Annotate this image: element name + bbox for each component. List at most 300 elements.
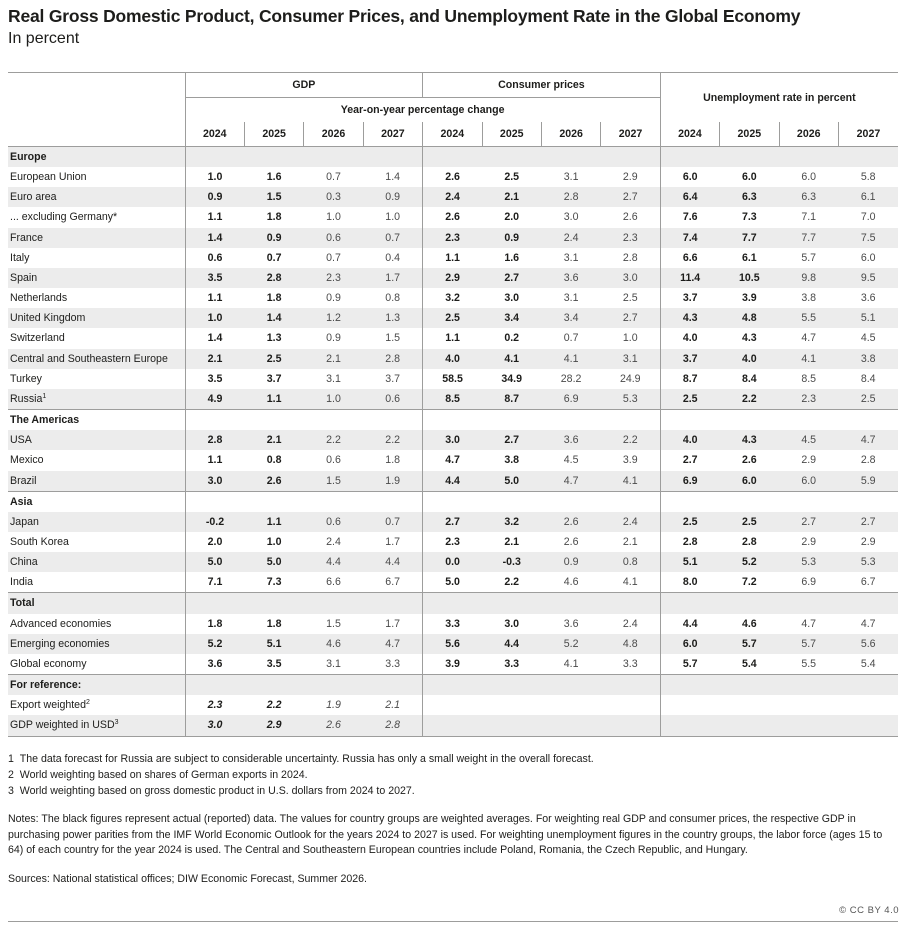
- empty-cell: [244, 147, 303, 168]
- table-row: [8, 552, 898, 572]
- cp-value-cell: -0.3: [482, 552, 541, 572]
- empty-cell: [720, 593, 779, 614]
- cp-value-cell: [482, 715, 541, 736]
- gdp-value-cell: 1.5: [304, 471, 363, 492]
- un-value-cell: 7.7: [779, 228, 838, 248]
- gdp-value-cell: 3.5: [185, 268, 244, 288]
- empty-cell: [720, 410, 779, 431]
- un-value-cell: 2.7: [779, 512, 838, 532]
- un-value-cell: 2.3: [779, 389, 838, 410]
- forecast-table-container: [8, 72, 898, 737]
- cp-value-cell: 2.9: [622, 171, 638, 184]
- empty-cell: [779, 410, 838, 431]
- un-value-cell: 5.4: [741, 657, 757, 670]
- table-row: [8, 450, 898, 470]
- table-row: [8, 430, 898, 450]
- un-value-cell: 2.5: [720, 512, 779, 532]
- un-value-cell: 6.0: [720, 471, 779, 492]
- un-value-cell: 7.1: [801, 211, 817, 224]
- year-header: 2026: [779, 122, 838, 147]
- gdp-value-cell: 0.9: [326, 292, 341, 305]
- row-label: ... excluding Germany*: [10, 211, 118, 224]
- gdp-value-cell: 1.1: [185, 207, 244, 227]
- empty-cell: [363, 675, 422, 696]
- row-label: Netherlands: [10, 292, 68, 305]
- un-value-cell: 7.0: [860, 211, 876, 224]
- empty-cell: [482, 491, 541, 512]
- un-value-cell: [720, 695, 779, 715]
- un-value-cell: 6.9: [660, 471, 719, 492]
- cp-value-cell: 3.2: [482, 512, 541, 532]
- year-header: 2024: [423, 122, 482, 147]
- empty-cell: [660, 410, 719, 431]
- empty-cell: [304, 675, 363, 696]
- cp-value-cell: [423, 695, 482, 715]
- row-label: Emerging economies: [8, 634, 185, 654]
- un-value-cell: 8.0: [660, 572, 719, 593]
- empty-cell: [423, 147, 482, 168]
- gdp-value-cell: 1.9: [326, 699, 341, 712]
- gdp-value-cell: 1.8: [385, 454, 401, 467]
- gdp-value-cell: 2.8: [363, 715, 422, 736]
- gdp-value-cell: 4.9: [185, 389, 244, 410]
- gdp-value-cell: 6.6: [326, 576, 341, 589]
- cp-value-cell: [601, 715, 660, 736]
- un-value-cell: 2.6: [741, 454, 757, 467]
- un-value-cell: 6.0: [801, 171, 817, 184]
- gdp-value-cell: 3.7: [385, 372, 401, 385]
- cp-value-cell: [541, 715, 600, 736]
- cp-value-cell: 4.5: [563, 454, 579, 467]
- un-value-cell: 2.9: [801, 454, 817, 467]
- cp-value-cell: [482, 695, 541, 715]
- table-header: [8, 73, 898, 147]
- row-label: Central and Southeastern Europe: [8, 349, 185, 369]
- cp-value-cell: [601, 695, 660, 715]
- year-header: 2025: [720, 122, 779, 147]
- cp-value-cell: 0.2: [504, 332, 520, 345]
- gdp-value-cell: 0.7: [363, 228, 422, 248]
- cp-value-cell: 2.5: [423, 308, 482, 328]
- table-row: [8, 715, 898, 736]
- section-title: The Americas: [8, 410, 185, 431]
- gdp-value-cell: 3.7: [266, 372, 282, 385]
- table-row: [8, 268, 898, 288]
- gdp-value-cell: 0.9: [363, 187, 422, 207]
- footnote-3: 3 World weighting based on gross domestic product in U.S. dollars from 2024 to 2027.: [8, 785, 415, 797]
- empty-cell: [244, 410, 303, 431]
- gdp-value-cell: 2.3: [185, 695, 244, 715]
- empty-cell: [185, 491, 244, 512]
- un-value-cell: 5.1: [660, 552, 719, 572]
- gdp-value-cell: 1.1: [185, 450, 244, 470]
- table-row: [8, 228, 898, 248]
- gdp-value-cell: 0.4: [385, 251, 401, 264]
- header-consumer-prices: Consumer prices: [423, 73, 661, 98]
- cp-value-cell: 3.9: [423, 654, 482, 675]
- cp-value-cell: 24.9: [619, 372, 641, 385]
- un-value-cell: 4.3: [720, 430, 779, 450]
- un-value-cell: [720, 715, 779, 736]
- cp-value-cell: 4.4: [423, 471, 482, 492]
- un-value-cell: [779, 695, 838, 715]
- footnote-marker: 2: [85, 699, 90, 707]
- gdp-value-cell: 1.8: [266, 211, 282, 224]
- cp-value-cell: 28.2: [560, 372, 582, 385]
- un-value-cell: 6.9: [801, 576, 817, 589]
- cp-value-cell: 5.2: [541, 634, 600, 654]
- un-value-cell: 8.4: [741, 372, 757, 385]
- un-value-cell: 9.8: [779, 268, 838, 288]
- empty-cell: [838, 147, 898, 168]
- cp-value-cell: 4.7: [541, 471, 600, 492]
- cp-value-cell: 3.3: [423, 614, 482, 634]
- cp-value-cell: 8.7: [482, 389, 541, 410]
- empty-cell: [541, 147, 600, 168]
- un-value-cell: 2.8: [741, 535, 757, 548]
- empty-cell: [423, 491, 482, 512]
- cp-value-cell: 4.8: [601, 634, 660, 654]
- empty-cell: [660, 147, 719, 168]
- gdp-value-cell: 0.6: [326, 454, 341, 467]
- year-header: 2024: [660, 122, 719, 147]
- cp-value-cell: 3.0: [601, 268, 660, 288]
- un-value-cell: 4.8: [720, 308, 779, 328]
- gdp-value-cell: 1.4: [385, 171, 401, 184]
- un-value-cell: 4.1: [779, 349, 838, 369]
- un-value-cell: 11.4: [660, 268, 719, 288]
- cp-value-cell: 3.2: [423, 288, 482, 308]
- cp-value-cell: 2.6: [423, 207, 482, 227]
- gdp-value-cell: 0.6: [185, 248, 244, 268]
- cp-value-cell: 2.8: [622, 251, 638, 264]
- cp-value-cell: 3.4: [482, 308, 541, 328]
- cp-value-cell: 5.0: [482, 471, 541, 492]
- gdp-value-cell: 3.1: [326, 372, 341, 385]
- cp-value-cell: 4.1: [601, 471, 660, 492]
- empty-cell: [423, 410, 482, 431]
- un-value-cell: 9.5: [838, 268, 898, 288]
- cp-value-cell: 4.7: [423, 450, 482, 470]
- empty-cell: [779, 147, 838, 168]
- cp-value-cell: 2.1: [482, 187, 541, 207]
- cp-value-cell: 3.4: [541, 308, 600, 328]
- un-value-cell: 6.6: [660, 248, 719, 268]
- table-row: [8, 187, 898, 207]
- table-row: [8, 512, 898, 532]
- un-value-cell: 5.5: [801, 657, 817, 670]
- un-value-cell: 7.3: [741, 211, 757, 224]
- un-value-cell: 4.0: [660, 328, 719, 348]
- un-value-cell: 4.3: [741, 332, 757, 345]
- cp-value-cell: 2.8: [541, 187, 600, 207]
- cp-value-cell: 2.1: [622, 535, 638, 548]
- gdp-value-cell: 2.8: [244, 268, 303, 288]
- gdp-value-cell: 0.6: [304, 512, 363, 532]
- section-header-row: [8, 593, 898, 614]
- row-label: Mexico: [10, 454, 44, 467]
- gdp-value-cell: 2.2: [266, 699, 282, 712]
- table-row: [8, 471, 898, 492]
- gdp-value-cell: 1.5: [385, 332, 401, 345]
- table-body: [8, 147, 898, 737]
- gdp-value-cell: 2.6: [244, 471, 303, 492]
- table-subtitle: In percent: [8, 30, 80, 47]
- gdp-value-cell: 2.1: [385, 699, 401, 712]
- empty-cell: [482, 147, 541, 168]
- notes: Notes: The black figures represent actual (reported) data. The values for country groups are weighted averages. For weighting real GDP and consumer prices, the respective GDP in purchasing power parities from the IMF World Economic Outlook for the years 2024 to 2027 is used. For weighting unemployment figures in the country groups, the labor force (ages 15 to 64) of each country for the year 2024 is used. The Central and Southeastern European countries include Poland, Romania, the Czech Republic, and Hungary.: [8, 813, 883, 856]
- table-row: [8, 572, 898, 593]
- section-header-row: [8, 147, 898, 168]
- un-value-cell: 5.5: [779, 308, 838, 328]
- gdp-value-cell: 1.7: [363, 268, 422, 288]
- un-value-cell: 4.7: [801, 332, 817, 345]
- un-value-cell: 6.7: [860, 576, 876, 589]
- empty-cell: [601, 147, 660, 168]
- un-value-cell: 4.0: [660, 430, 719, 450]
- gdp-value-cell: 1.0: [185, 167, 244, 187]
- gdp-value-cell: 2.1: [185, 349, 244, 369]
- gdp-value-cell: 1.2: [304, 308, 363, 328]
- un-value-cell: 6.1: [741, 251, 757, 264]
- un-value-cell: 6.0: [860, 251, 876, 264]
- cp-value-cell: 3.6: [541, 268, 600, 288]
- year-header: 2027: [838, 122, 898, 147]
- empty-cell: [185, 593, 244, 614]
- cp-value-cell: 2.6: [541, 512, 600, 532]
- gdp-value-cell: 5.0: [185, 552, 244, 572]
- empty-cell: [304, 593, 363, 614]
- gdp-value-cell: 1.8: [266, 292, 282, 305]
- cp-value-cell: 1.1: [423, 248, 482, 268]
- cp-value-cell: 1.0: [622, 332, 638, 345]
- un-value-cell: 4.6: [741, 617, 757, 630]
- cp-value-cell: 4.1: [482, 349, 541, 369]
- gdp-value-cell: 1.6: [266, 171, 282, 184]
- gdp-value-cell: 1.4: [185, 328, 244, 348]
- empty-cell: [601, 593, 660, 614]
- table-row: [8, 654, 898, 675]
- cp-value-cell: 3.1: [563, 251, 579, 264]
- gdp-value-cell: 0.6: [363, 389, 422, 410]
- gdp-value-cell: 1.4: [185, 228, 244, 248]
- gdp-value-cell: 2.5: [244, 349, 303, 369]
- un-value-cell: 5.8: [860, 171, 876, 184]
- cp-value-cell: 2.7: [601, 308, 660, 328]
- gdp-value-cell: 1.9: [363, 471, 422, 492]
- empty-cell: [660, 593, 719, 614]
- row-label: Spain: [8, 268, 185, 288]
- gdp-value-cell: 2.0: [185, 532, 244, 552]
- header-blank: [8, 73, 185, 147]
- gdp-value-cell: 3.5: [185, 369, 244, 389]
- gdp-value-cell: 2.9: [244, 715, 303, 736]
- cp-value-cell: 1.6: [504, 251, 520, 264]
- un-value-cell: 7.5: [838, 228, 898, 248]
- empty-cell: [363, 147, 422, 168]
- un-value-cell: 4.5: [860, 332, 876, 345]
- gdp-value-cell: 1.5: [326, 617, 341, 630]
- gdp-value-cell: 2.4: [326, 535, 341, 548]
- gdp-value-cell: 0.8: [385, 292, 401, 305]
- gdp-value-cell: 1.4: [244, 308, 303, 328]
- un-value-cell: 3.8: [801, 292, 817, 305]
- year-header: 2026: [304, 122, 363, 147]
- gdp-value-cell: 4.6: [304, 634, 363, 654]
- gdp-value-cell: 2.2: [304, 430, 363, 450]
- cp-value-cell: 3.3: [504, 657, 520, 670]
- empty-cell: [423, 593, 482, 614]
- gdp-value-cell: 1.0: [304, 389, 363, 410]
- cp-value-cell: 2.7: [482, 430, 541, 450]
- un-value-cell: 10.5: [720, 268, 779, 288]
- un-value-cell: 7.7: [720, 228, 779, 248]
- cp-value-cell: 2.7: [423, 512, 482, 532]
- cp-value-cell: 2.0: [504, 211, 520, 224]
- un-value-cell: 3.9: [741, 292, 757, 305]
- cp-value-cell: 3.0: [423, 430, 482, 450]
- table-row: [8, 308, 898, 328]
- gdp-value-cell: 0.9: [326, 332, 341, 345]
- cp-value-cell: 5.0: [423, 572, 482, 593]
- cp-value-cell: 2.4: [601, 512, 660, 532]
- gdp-value-cell: 2.1: [304, 349, 363, 369]
- cp-value-cell: 3.1: [563, 171, 579, 184]
- cp-value-cell: 3.1: [601, 349, 660, 369]
- gdp-value-cell: 3.1: [326, 657, 341, 670]
- un-value-cell: 2.2: [720, 389, 779, 410]
- empty-cell: [660, 491, 719, 512]
- un-value-cell: 5.3: [838, 552, 898, 572]
- empty-cell: [779, 593, 838, 614]
- un-value-cell: [660, 695, 719, 715]
- gdp-value-cell: 2.8: [185, 430, 244, 450]
- cp-value-cell: 2.7: [601, 187, 660, 207]
- section-title: Total: [8, 593, 185, 614]
- row-label: Euro area: [8, 187, 185, 207]
- gdp-value-cell: 7.3: [266, 576, 282, 589]
- gdp-value-cell: 5.1: [244, 634, 303, 654]
- empty-cell: [838, 675, 898, 696]
- cp-value-cell: 2.5: [622, 292, 638, 305]
- un-value-cell: 6.0: [660, 167, 719, 187]
- header-unemployment: Unemployment rate in percent: [660, 73, 898, 123]
- cp-value-cell: 4.1: [622, 576, 638, 589]
- cp-value-cell: 2.9: [423, 268, 482, 288]
- un-value-cell: 5.6: [838, 634, 898, 654]
- empty-cell: [601, 491, 660, 512]
- gdp-value-cell: 1.1: [244, 389, 303, 410]
- row-label: Brazil: [8, 471, 185, 492]
- gdp-value-cell: 1.0: [266, 535, 282, 548]
- table-row: [8, 349, 898, 369]
- row-label: USA: [8, 430, 185, 450]
- table-title: Real Gross Domestic Product, Consumer Prices, and Unemployment Rate in the Global Economy: [8, 6, 801, 26]
- un-value-cell: 5.4: [860, 657, 876, 670]
- cp-value-cell: 1.1: [423, 328, 482, 348]
- gdp-value-cell: 1.7: [385, 617, 401, 630]
- license-badge: © CC BY 4.0: [839, 905, 899, 916]
- un-value-cell: 5.9: [838, 471, 898, 492]
- row-label: United Kingdom: [8, 308, 185, 328]
- empty-cell: [482, 675, 541, 696]
- table-row: [8, 695, 898, 715]
- gdp-value-cell: 1.7: [385, 535, 401, 548]
- gdp-value-cell: 7.1: [185, 572, 244, 593]
- gdp-value-cell: 4.7: [363, 634, 422, 654]
- cp-value-cell: 3.6: [563, 617, 579, 630]
- un-value-cell: 2.8: [660, 532, 719, 552]
- cp-value-cell: 34.9: [501, 372, 523, 385]
- gdp-value-cell: 5.2: [185, 634, 244, 654]
- row-label: India: [10, 576, 33, 589]
- empty-cell: [601, 675, 660, 696]
- cp-value-cell: 8.5: [423, 389, 482, 410]
- un-value-cell: 3.7: [660, 349, 719, 369]
- cp-value-cell: 58.5: [423, 369, 482, 389]
- un-value-cell: [779, 715, 838, 736]
- un-value-cell: 3.8: [838, 349, 898, 369]
- cp-value-cell: 2.3: [423, 532, 482, 552]
- gdp-value-cell: 0.7: [326, 171, 341, 184]
- row-label: Russia$^1$: [8, 389, 185, 410]
- row-label: Switzerland: [10, 332, 65, 345]
- year-header: 2025: [244, 122, 303, 147]
- gdp-value-cell: 1.5: [244, 187, 303, 207]
- un-value-cell: 4.7: [801, 617, 817, 630]
- gdp-value-cell: 1.8: [185, 614, 244, 634]
- table-row: [8, 389, 898, 410]
- cp-value-cell: 3.1: [563, 292, 579, 305]
- table-row: [8, 634, 898, 654]
- un-value-cell: 5.1: [838, 308, 898, 328]
- un-value-cell: 2.5: [660, 512, 719, 532]
- empty-cell: [482, 410, 541, 431]
- un-value-cell: 5.7: [720, 634, 779, 654]
- table-row: [8, 167, 898, 187]
- empty-cell: [244, 675, 303, 696]
- gdp-value-cell: 3.5: [266, 657, 282, 670]
- un-value-cell: 4.4: [660, 614, 719, 634]
- un-value-cell: 5.7: [779, 634, 838, 654]
- cp-value-cell: 2.6: [563, 535, 579, 548]
- cp-value-cell: 6.9: [541, 389, 600, 410]
- cp-value-cell: 0.7: [563, 332, 579, 345]
- cp-value-cell: 2.3: [423, 228, 482, 248]
- row-label: South Korea: [10, 535, 69, 548]
- gdp-value-cell: 4.4: [363, 552, 422, 572]
- empty-cell: [363, 491, 422, 512]
- gdp-value-cell: 1.3: [363, 308, 422, 328]
- cp-value-cell: 2.6: [622, 211, 638, 224]
- gdp-value-cell: 6.7: [385, 576, 401, 589]
- table-row: [8, 288, 898, 308]
- empty-cell: [244, 491, 303, 512]
- cp-value-cell: 5.6: [423, 634, 482, 654]
- cp-value-cell: 4.1: [541, 349, 600, 369]
- footer-divider: [8, 921, 898, 922]
- cp-value-cell: 3.0: [504, 292, 520, 305]
- gdp-value-cell: 0.7: [363, 512, 422, 532]
- empty-cell: [779, 491, 838, 512]
- cp-value-cell: 2.7: [482, 268, 541, 288]
- un-value-cell: 7.6: [660, 207, 719, 227]
- gdp-value-cell: 5.0: [244, 552, 303, 572]
- gdp-value-cell: 3.6: [185, 654, 244, 675]
- cp-value-cell: 4.1: [563, 657, 579, 670]
- gdp-value-cell: 4.4: [304, 552, 363, 572]
- cp-value-cell: 2.2: [601, 430, 660, 450]
